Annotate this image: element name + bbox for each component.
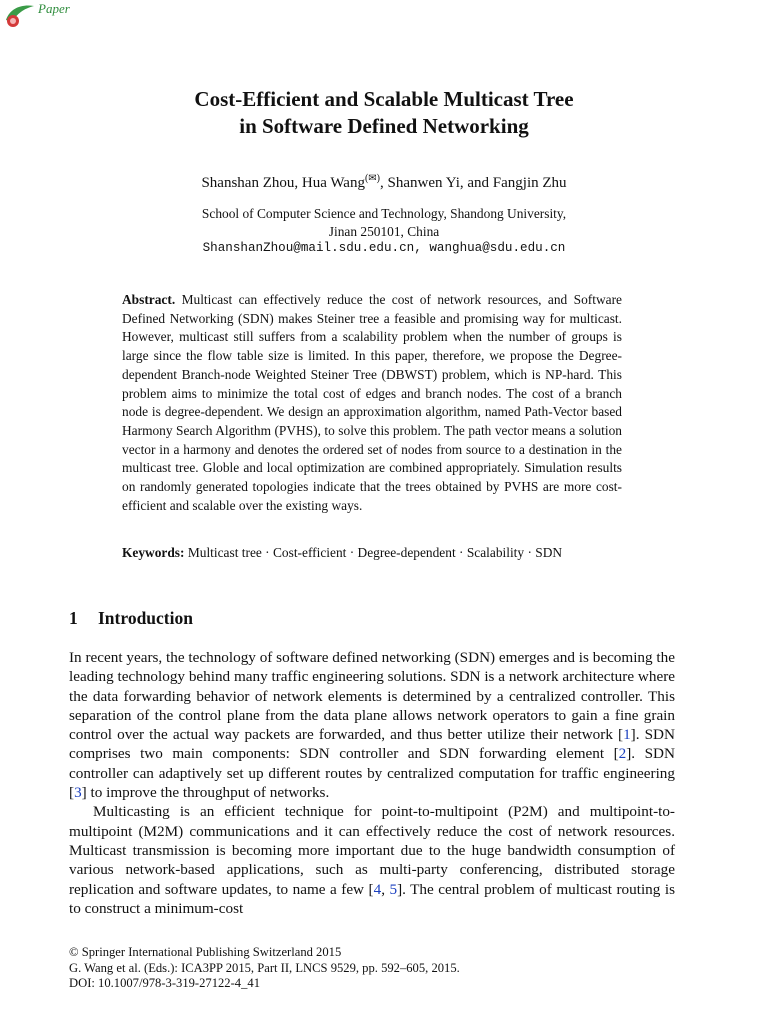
affiliation-line-2: Jinan 250101, China <box>328 223 440 239</box>
logo-text: Paper <box>38 1 70 16</box>
copyright-footer <box>69 945 460 992</box>
title-line-1: Cost-Efficient and Scalable Multicast Tree <box>194 87 574 111</box>
publisher-logo <box>2 0 94 34</box>
citation-link[interactable]: 4 <box>373 880 382 898</box>
paragraph <box>69 648 675 802</box>
footer-line-1: © Springer International Publishing Switzerland 2015 <box>69 945 342 959</box>
affiliation-line-1: School of Computer Science and Technology, Shandong University, <box>201 206 567 221</box>
abstract-text: Multicast can effectively reduce the cost of network resources, and Software Defined Networking (SDN) makes Steiner tree a feasible and promising way for multicast. However, multicast still suffers from a scalability problem when the number of groups is large since the flow table size is limited. In this paper, therefore, we propose the Degree-dependent Branch-node Weighted Steiner Tree (DBWST) problem, which is NP-hard. This problem aims to minimize the total cost of edges and branch nodes. The cost of a branch node is degree-dependent. We design an approximation algorithm, named Path-Vector based Harmony Search Algorithm (PVHS), to solve this problem. The path vector means a solution vector in a harmony and denotes the ordered set of nodes from source to a destination in the multicast tree. Globle and local optimization are combined appropriately. Simulation results on randomly generated topologies indicate that the trees obtained by PVHS are more cost-efficient and scalable over the existing ways. <box>122 292 622 513</box>
paper-title <box>0 86 768 140</box>
author-list <box>0 173 768 192</box>
text-run: ]. SDN controller can adaptively set up different routes by centralized computation for traffic engineering [ <box>69 745 675 802</box>
keywords-text: Multicast tree · Cost-efficient · Degree-dependent · Scalability · SDN <box>187 545 563 560</box>
citation-link[interactable]: 5 <box>389 880 398 898</box>
text-run: , <box>381 880 390 898</box>
section-heading <box>69 608 193 629</box>
paragraph <box>69 802 675 918</box>
abstract-label: Abstract. <box>122 292 176 307</box>
citation-link[interactable]: 2 <box>618 745 627 763</box>
section-number: 1 <box>69 608 78 628</box>
corresponding-author-mark: (✉) <box>364 173 381 184</box>
paper-logo-icon <box>2 0 38 32</box>
authors-before: Shanshan Zhou, Hua Wang <box>201 175 365 191</box>
text-run: In recent years, the technology of software defined networking (SDN) emerges and is becoming the leading technology behind many traffic engineering solutions. SDN is a network architecture where the data forwarding behavior of network elements is determined by a centralized controller. This separation of the control plane from the data plane allows network operators to gain a fine grain control over the actual way packets are forwarded, and thus better utilize their network [ <box>69 649 675 744</box>
section-title: Introduction <box>98 608 193 628</box>
introduction-body <box>69 648 675 918</box>
text-run: ]. The central problem of multicast routing is to construct a minimum-cost <box>69 880 675 917</box>
author-emails: ShanshanZhou@mail.sdu.edu.cn, wanghua@sdu.edu.cn <box>202 241 566 255</box>
footer-line-3: DOI: 10.1007/978-3-319-27122-4_41 <box>69 976 260 990</box>
title-line-2: in Software Defined Networking <box>239 114 529 138</box>
abstract <box>122 291 622 515</box>
footer-line-2: G. Wang et al. (Eds.): ICA3PP 2015, Part II, LNCS 9529, pp. 592–605, 2015. <box>69 960 460 975</box>
keywords-label: Keywords: <box>122 545 185 560</box>
text-run: ]. SDN comprises two main components: SDN controller and SDN forwarding element [ <box>69 726 675 763</box>
text-run: ] to improve the throughput of networks. <box>81 784 330 802</box>
affiliation <box>0 205 768 258</box>
keywords <box>122 544 622 563</box>
text-run: Multicasting is an efficient technique for point-to-multipoint (P2M) and multipoint-to-multipoint (M2M) communications and it can effectively reduce the cost of network resources. Multicast transmission is becoming more important due to the huge bandwidth consumption of various network-based applications, such as multi-party conferencing, distributed storage replication and software updates, to name a few [ <box>69 803 675 898</box>
citation-link[interactable]: 3 <box>74 784 82 802</box>
authors-after: , Shanwen Yi, and Fangjin Zhu <box>380 175 567 191</box>
citation-link[interactable]: 1 <box>623 726 631 744</box>
